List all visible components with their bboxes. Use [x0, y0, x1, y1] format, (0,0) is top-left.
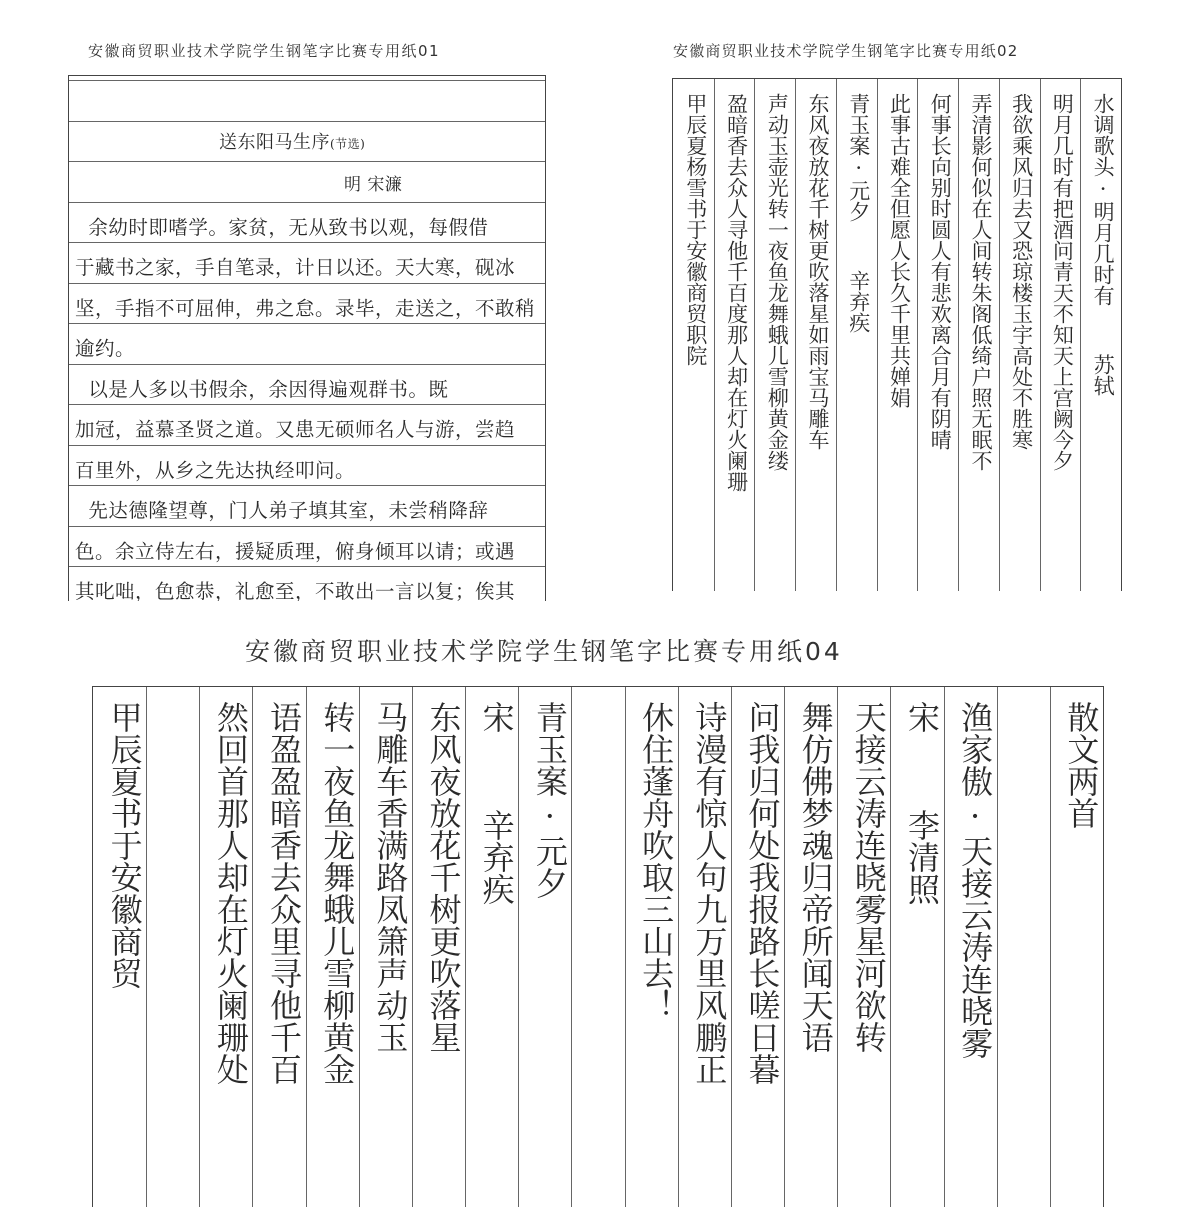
- sheet01-author: 明 宋濂: [344, 175, 403, 195]
- rule-line: [69, 242, 545, 243]
- text-column: 我欲乘风归去又恐琼楼玉宇高处不胜寒: [1009, 93, 1034, 450]
- text-column: 舞仿佛梦魂归帝所闻天语: [796, 701, 835, 1053]
- column-rule: [958, 79, 959, 591]
- column-rule: [999, 79, 1000, 591]
- column-rule: [1040, 79, 1041, 591]
- text-line: 其叱咄，色愈恭，礼愈至，不敢出一言以复；俟其: [75, 580, 516, 601]
- rule-line: [69, 485, 545, 486]
- column-rule: [795, 79, 796, 591]
- column-rule: [754, 79, 755, 591]
- text-column: 问我归何处我报路长嗟日暮: [743, 701, 782, 1085]
- text-column: 青玉案·元夕 辛弃疾: [846, 93, 871, 333]
- rule-line: [69, 121, 545, 122]
- column-rule: [917, 79, 918, 591]
- text-line: 逾约。: [75, 337, 136, 360]
- rule-line: [69, 364, 545, 365]
- text-line: 坚，手指不可屈伸，弗之怠。录毕，走送之，不敢稍: [75, 296, 536, 320]
- rule-line: [69, 80, 545, 81]
- rule-line: [69, 526, 545, 527]
- sheet04-title: 安徽商贸职业技术学院学生钢笔字比赛专用纸04: [245, 637, 843, 666]
- text-column: 转一夜鱼龙舞蛾儿雪柳黄金: [318, 701, 357, 1085]
- text-line: 先达德隆望尊，门人弟子填其室，未尝稍降辞: [75, 499, 489, 522]
- text-column: 渔家傲·天接云涛连晓雾: [956, 701, 995, 1059]
- text-line: 于藏书之家，手自笔录，计日以还。天大寒，砚冰: [75, 256, 516, 279]
- text-column: 语盈盈暗香去众里寻他千百: [265, 701, 304, 1085]
- text-column: 休住蓬舟吹取三山去！: [637, 701, 676, 1021]
- column-rule: [1080, 79, 1081, 591]
- column-rule: [877, 79, 878, 591]
- column-rule: [1050, 687, 1051, 1207]
- rule-line: [69, 445, 545, 446]
- text-column: 诗漫有惊人句九万里风鹏正: [690, 701, 729, 1085]
- column-rule: [625, 687, 626, 1207]
- rule-line: [69, 161, 545, 162]
- text-column: 然回首那人却在灯火阑珊处: [211, 701, 250, 1085]
- rule-line: [69, 404, 545, 405]
- rule-line: [69, 202, 545, 203]
- text-column: 弄清影何似在人间转朱阁低绮户照无眠不: [968, 93, 993, 471]
- text-line: 色。余立侍左右，援疑质理，俯身倾耳以请；或遇: [75, 539, 516, 563]
- sheet02-paper: [672, 78, 1122, 591]
- text-column: 甲辰夏杨雪书于安徽商贸职院: [683, 93, 708, 366]
- column-rule: [836, 79, 837, 591]
- text-column: 甲辰夏书于安徽商贸: [105, 701, 144, 989]
- text-column: 东风夜放花千树更吹落星: [424, 701, 463, 1053]
- text-line: 以是人多以书假余，余因得遍观群书。既: [75, 377, 449, 401]
- heading-text: 送东阳马生序: [219, 132, 330, 153]
- text-column: 明月几时有把酒问青天不知天上宫阙今夕: [1050, 93, 1075, 471]
- text-column: 盈暗香去众人寻他千百度那人却在灯火阑珊: [724, 93, 749, 492]
- sheet02-title: 安徽商贸职业技术学院学生钢笔字比赛专用纸02: [673, 42, 1019, 60]
- rule-line: [69, 323, 545, 324]
- text-column: 宋 辛弃疾: [477, 701, 516, 905]
- text-column: 声动玉壶光转一夜鱼龙舞蛾儿雪柳黄金缕: [765, 93, 790, 471]
- sheet04-paper: [92, 686, 1104, 1207]
- rule-line: [69, 283, 545, 284]
- text-column: 东风夜放花千树更吹落星如雨宝马雕车: [806, 93, 831, 450]
- column-rule: [199, 687, 200, 1207]
- text-line: 百里外，从乡之先达执经叩问。: [75, 458, 356, 482]
- text-column: 水调歌头·明月几时有 苏轼: [1091, 93, 1116, 396]
- text-column: 宋 李清照: [902, 701, 941, 905]
- sheet01-heading: [219, 128, 539, 154]
- text-column: 马雕车香满路凤箫声动玉: [371, 701, 410, 1053]
- column-rule: [714, 79, 715, 591]
- text-column: 天接云涛连晓雾星河欲转: [849, 701, 888, 1053]
- text-column: 何事长向别时圆人有悲欢离合月有阴晴: [928, 93, 953, 450]
- text-column: 此事古难全但愿人长久千里共婵娟: [887, 93, 912, 408]
- rule-line: [69, 566, 545, 567]
- text-column: 青玉案·元夕: [530, 701, 569, 899]
- text-line: 余幼时即嗜学。家贫，无从致书以观，每假借: [75, 215, 489, 239]
- sheet01-paper: [68, 75, 546, 601]
- text-line: 加冠，益慕圣贤之道。又患无硕师名人与游，尝趋: [75, 418, 516, 441]
- sheet01-title: 安徽商贸职业技术学院学生钢笔字比赛专用纸01: [88, 42, 441, 60]
- text-column: 散文两首: [1062, 701, 1101, 829]
- heading-note: (节选): [330, 137, 366, 151]
